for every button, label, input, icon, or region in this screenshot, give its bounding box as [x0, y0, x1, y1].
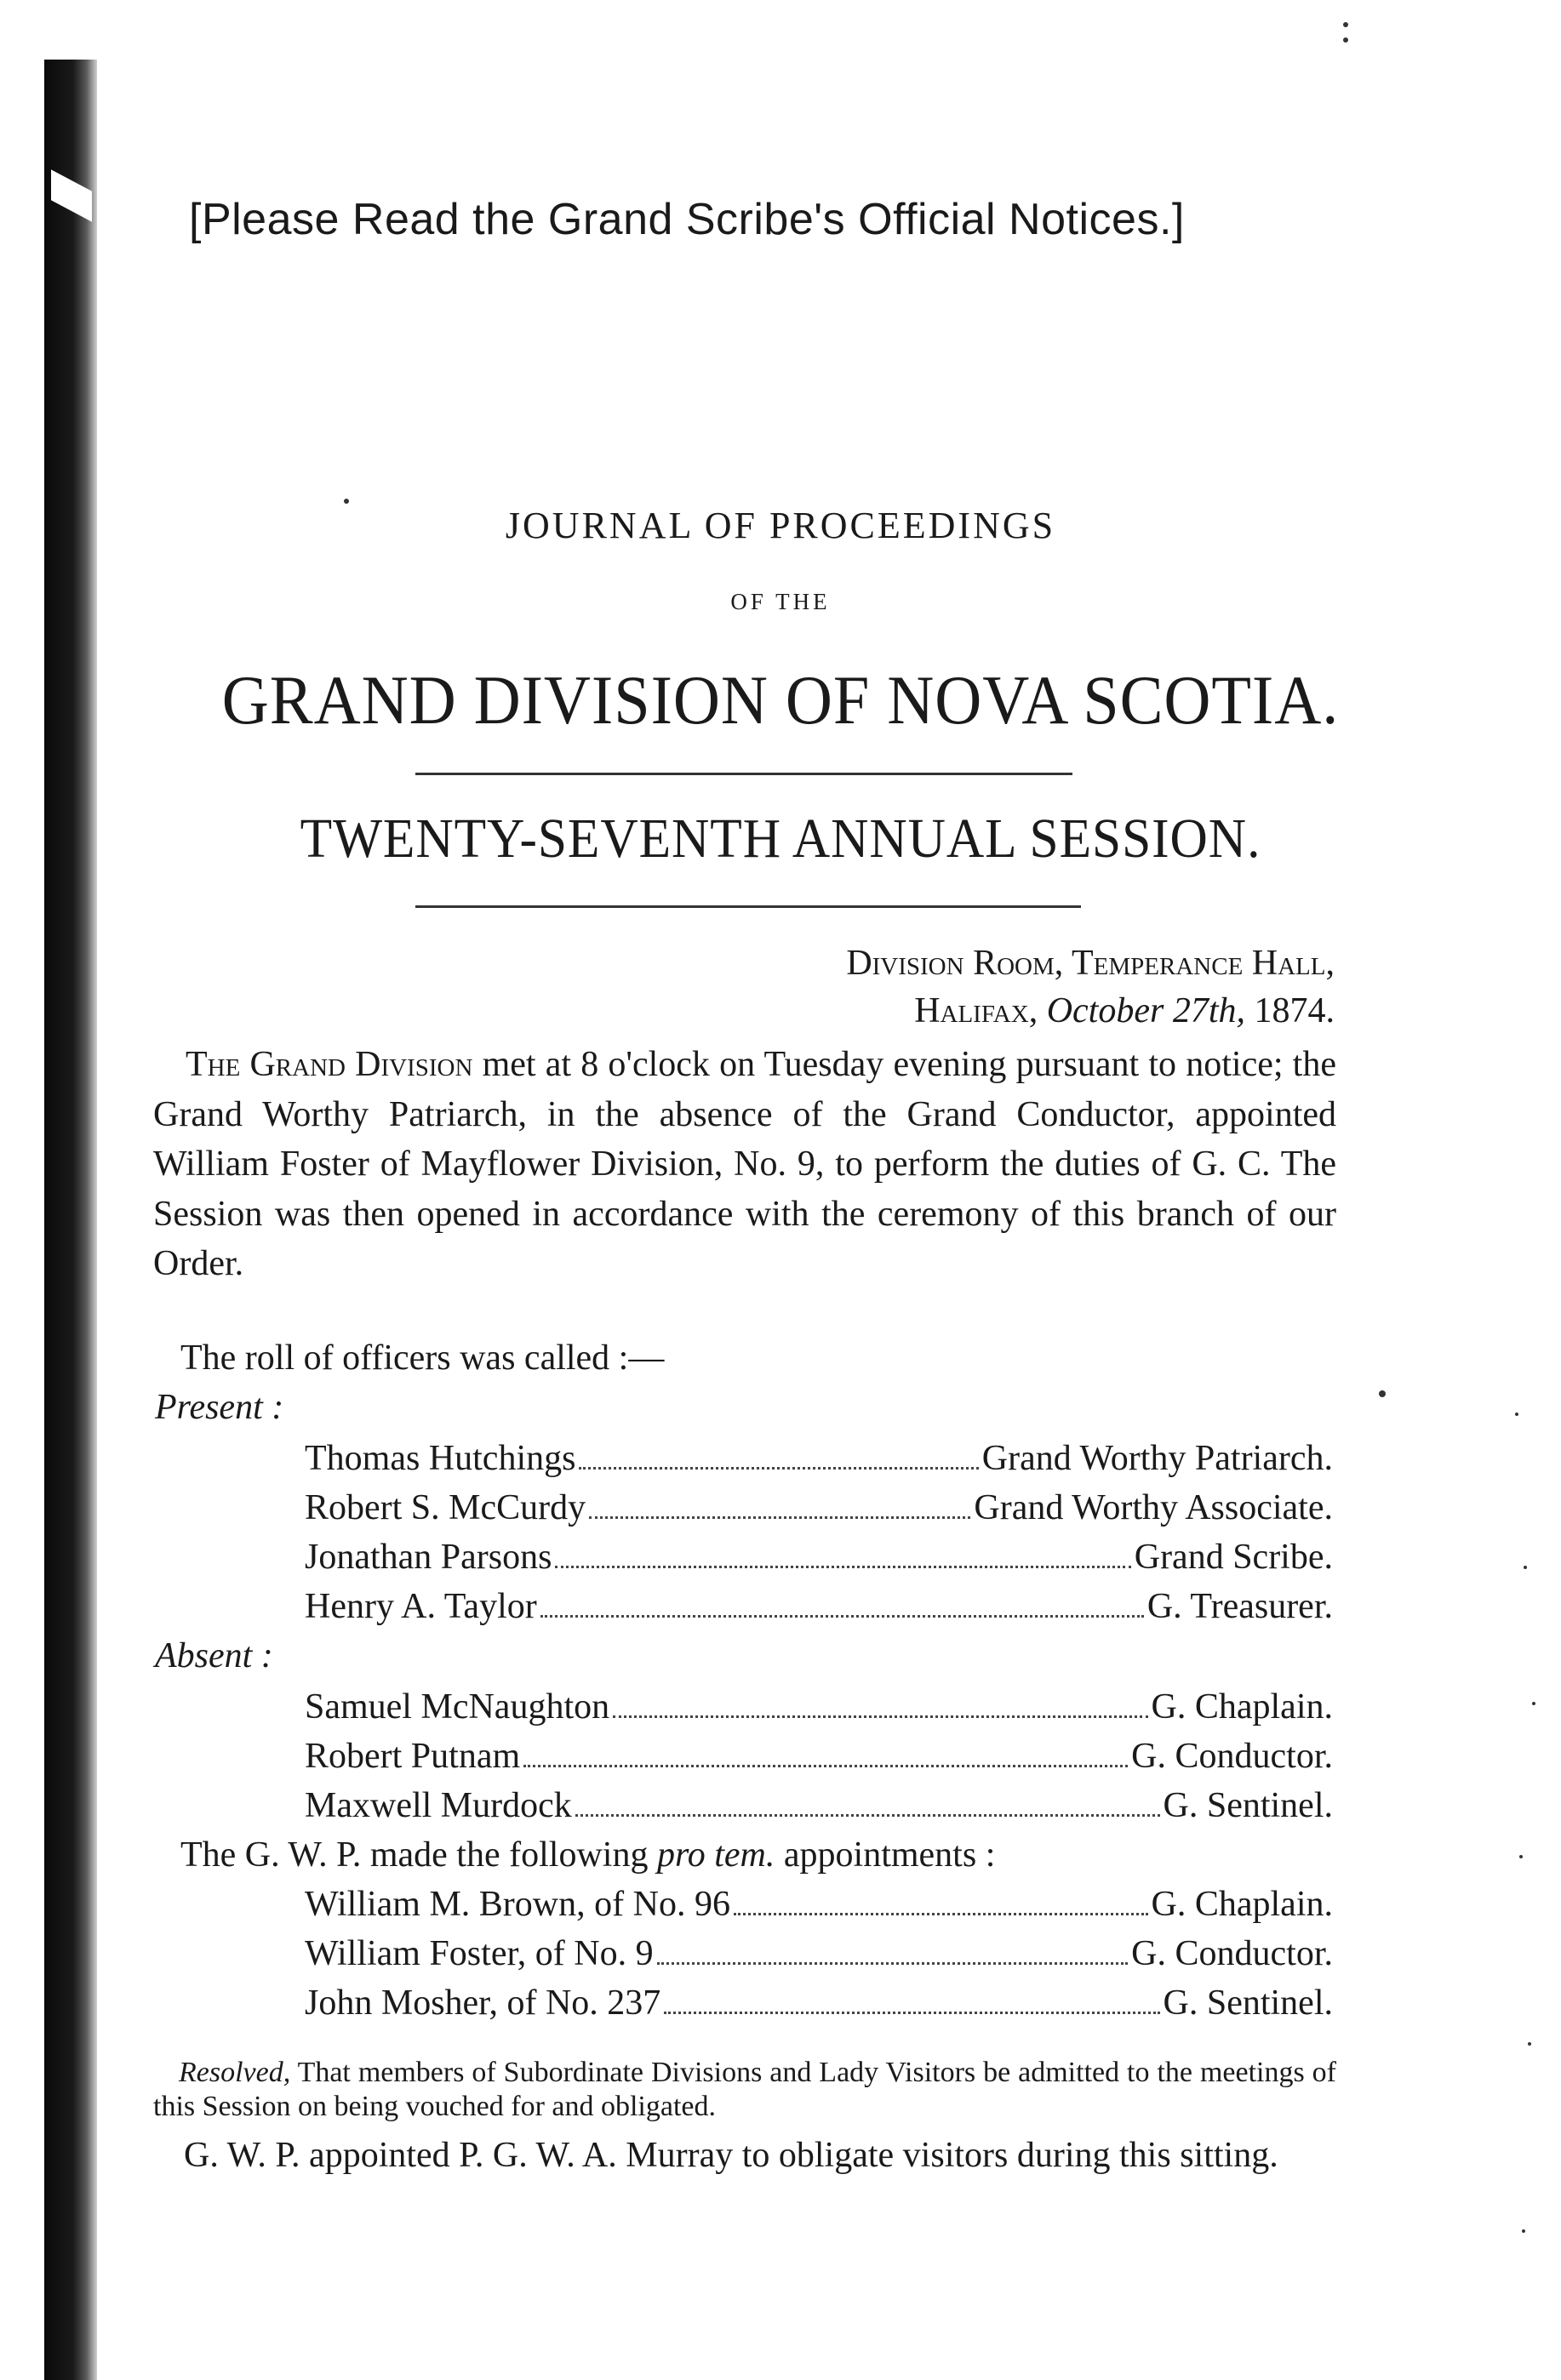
appointee-office: G. Sentinel.	[1163, 1983, 1333, 2023]
absent-row	[305, 1785, 1333, 1826]
meeting-city: Halifax,	[914, 991, 1038, 1030]
leader-dots	[734, 1913, 1148, 1915]
officer-name: Henry A. Taylor	[305, 1587, 537, 1626]
print-speck	[344, 499, 349, 504]
journal-heading: JOURNAL OF PROCEEDINGS	[505, 505, 1056, 546]
resolution-paragraph	[153, 2056, 1336, 2124]
official-notice-banner: [Please Read the Grand Scribe's Official Notices.]	[189, 195, 1185, 244]
print-speck	[1528, 2042, 1531, 2046]
leader-dots	[589, 1516, 970, 1519]
appointments-tail: appointments :	[783, 1835, 996, 1875]
of-the-heading: OF THE	[730, 589, 831, 614]
officer-office: Grand Worthy Patriarch.	[981, 1439, 1333, 1478]
absent-row	[305, 1736, 1333, 1777]
session-heading: TWENTY-SEVENTH ANNUAL SESSION.	[300, 808, 1261, 870]
leader-dots	[575, 1814, 1160, 1817]
main-title: GRAND DIVISION OF NOVA SCOTIA.	[221, 661, 1340, 739]
session-rule	[415, 905, 1081, 908]
officer-name: Robert Putnam	[305, 1737, 521, 1776]
leader-dots	[523, 1765, 1128, 1767]
officer-office: G. Chaplain.	[1151, 1687, 1333, 1726]
officer-name: Robert S. McCurdy	[305, 1488, 586, 1527]
officer-office: Grand Scribe.	[1134, 1538, 1333, 1577]
present-row	[305, 1487, 1333, 1528]
print-speck	[1515, 1413, 1518, 1416]
print-speck	[1522, 2229, 1525, 2233]
meeting-date	[0, 990, 1335, 1031]
meeting-place: Division Room, Temperance Hall,	[846, 944, 1335, 983]
leader-dots	[664, 2012, 1159, 2014]
leader-dots	[579, 1467, 978, 1470]
officer-name: Thomas Hutchings	[305, 1439, 576, 1478]
officer-office: G. Conductor.	[1131, 1737, 1333, 1776]
present-heading: Present :	[155, 1388, 284, 1427]
print-speck	[1532, 1702, 1535, 1705]
appointee-name: William M. Brown, of No. 96	[305, 1885, 730, 1924]
final-text: G. W. P. appointed P. G. W. A. Murray to obligate visitors during this sitting.	[184, 2136, 1278, 2175]
print-speck	[1343, 22, 1348, 27]
book-spine-shadow	[44, 60, 97, 2380]
appointee-name: William Foster, of No. 9	[305, 1934, 654, 1973]
appointee-office: G. Chaplain.	[1151, 1885, 1333, 1924]
leader-dots	[555, 1566, 1130, 1568]
officer-name: Jonathan Parsons	[305, 1538, 552, 1577]
appointments-line	[180, 1835, 995, 1875]
opening-text: met at 8 o'clock on Tuesday evening pursuant to notice; the Grand Worthy Patriarch, in the absence of the Grand Conductor, appointed William Foster of Mayflower Division, No. 9, to perform the duties of G. C. The Session was then opened in accordance with the ceremony of this branch of our Order.	[153, 1045, 1336, 1283]
print-speck	[1379, 1390, 1386, 1397]
appointment-row	[305, 1933, 1333, 1974]
present-row	[305, 1586, 1333, 1627]
officer-office: G. Treasurer.	[1146, 1587, 1333, 1626]
appointments-lead: The G. W. P. made the following	[180, 1835, 649, 1875]
appointment-row	[305, 1983, 1333, 2023]
leader-dots	[613, 1715, 1147, 1718]
meeting-date-italic: October 27th,	[1046, 991, 1245, 1030]
absent-heading: Absent :	[155, 1636, 273, 1675]
opening-paragraph	[153, 1040, 1336, 1289]
appointment-row	[305, 1884, 1333, 1925]
officer-name: Maxwell Murdock	[305, 1786, 572, 1825]
print-speck	[1519, 1855, 1523, 1858]
resolved-lead: Resolved,	[179, 2057, 291, 2088]
absent-row	[305, 1687, 1333, 1727]
leader-dots	[657, 1962, 1129, 1965]
opening-lead: The Grand Division	[186, 1045, 473, 1084]
print-speck	[1343, 37, 1348, 43]
resolved-text: That members of Subordinate Divisions and Lady Visitors be admitted to the meetings of this Session on being vouched for and obligated.	[153, 2057, 1336, 2122]
appointee-name: John Mosher, of No. 237	[305, 1983, 661, 2023]
print-speck	[1524, 1566, 1527, 1569]
appointee-office: G. Conductor.	[1131, 1934, 1333, 1973]
title-rule	[415, 773, 1072, 775]
roll-call-line: The roll of officers was called :—	[180, 1338, 665, 1378]
officer-office: Grand Worthy Associate.	[974, 1488, 1333, 1527]
officer-office: G. Sentinel.	[1163, 1786, 1333, 1825]
appointments-pro-tem: pro tem.	[656, 1835, 775, 1875]
present-row	[305, 1537, 1333, 1578]
present-row	[305, 1438, 1333, 1479]
leader-dots	[540, 1615, 1144, 1618]
final-paragraph	[153, 2129, 1336, 2182]
officer-name: Samuel McNaughton	[305, 1687, 610, 1726]
meeting-year: 1874.	[1254, 991, 1335, 1030]
